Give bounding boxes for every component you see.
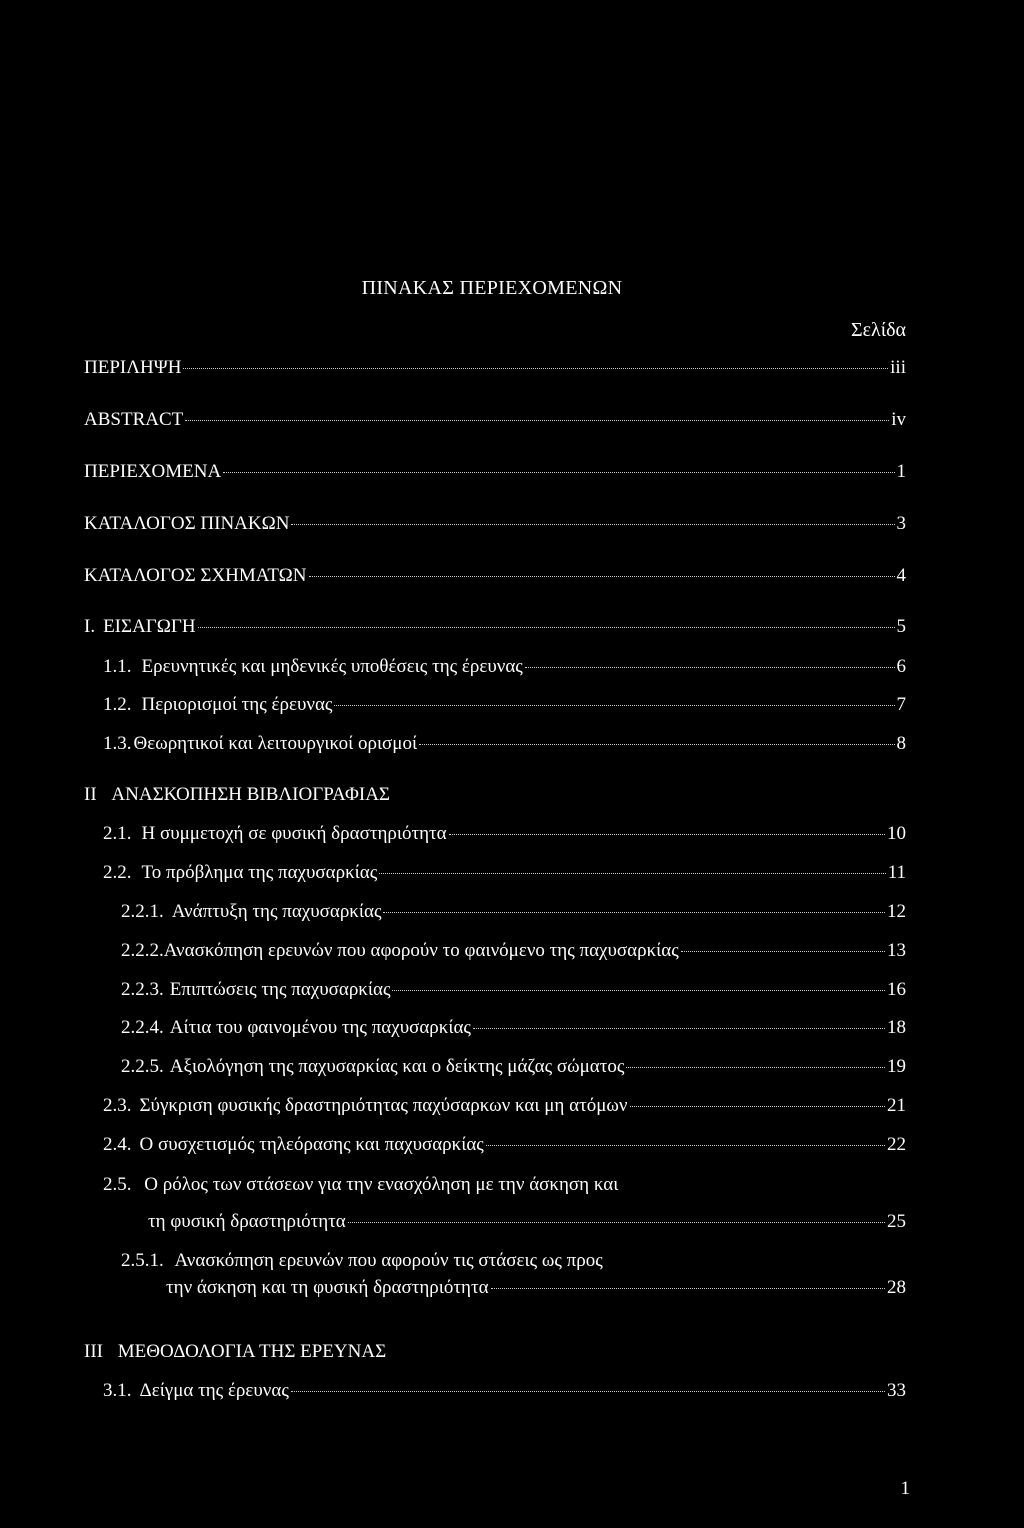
dot-leader xyxy=(486,1145,885,1146)
toc-title: ΠΙΝΑΚΑΣ ΠΕΡΙΕΧΟΜΕΝΩΝ xyxy=(361,277,623,299)
toc-entry-number: Ι. xyxy=(84,616,96,637)
toc-entry xyxy=(84,357,906,379)
dot-leader xyxy=(473,1028,885,1029)
toc-entry-number: 2.3. xyxy=(103,1095,132,1116)
toc-entry-page: 5 xyxy=(896,616,906,637)
toc-entry-label: ABSTRACT xyxy=(84,409,184,430)
toc-entry-label: ΑΝΑΣΚΟΠΗΣΗ ΒΙΒΛΙΟΓΡΑΦΙΑΣ xyxy=(111,784,390,805)
dot-leader xyxy=(291,524,894,525)
toc-entry-number: 2.2.1. xyxy=(121,901,164,922)
toc-entry-number: 2.2.4. xyxy=(121,1017,164,1038)
toc-entry xyxy=(121,940,906,962)
toc-entry-page: 16 xyxy=(887,979,906,1000)
dot-leader xyxy=(334,705,894,706)
dot-leader xyxy=(198,627,895,628)
toc-entry-label: Ανασκόπηση ερευνών που αφορούν το φαινόμενο της παχυσαρκίας xyxy=(163,940,679,961)
toc-entry-label: Αίτια του φαινομένου της παχυσαρκίας xyxy=(169,1017,471,1038)
toc-entry xyxy=(103,656,906,678)
toc-entry-number: 2.2.5. xyxy=(121,1056,164,1077)
toc-section-heading xyxy=(84,1341,386,1363)
toc-entry-number: 2.5.1. xyxy=(121,1250,164,1271)
toc-entry-number: 1.3. xyxy=(103,733,132,754)
toc-entry xyxy=(103,1095,906,1117)
toc-entry-page: iii xyxy=(890,357,906,378)
toc-entry-page: iv xyxy=(891,409,906,430)
toc-entry-number: 2.2. xyxy=(103,862,132,883)
toc-entry-number: 3.1. xyxy=(103,1380,132,1401)
toc-entry xyxy=(103,733,906,755)
toc-entry xyxy=(84,565,906,587)
toc-entry-page: 21 xyxy=(887,1095,906,1116)
toc-entry xyxy=(121,901,906,923)
toc-entry-label: ΠΕΡΙΛΗΨΗ xyxy=(84,357,182,378)
toc-entry-label: Ανασκόπηση ερευνών που αφορούν τις στάσεις ως προς xyxy=(174,1250,603,1271)
toc-entry-number: 1.1. xyxy=(103,656,132,677)
toc-entry-page: 13 xyxy=(887,940,906,961)
toc-section-heading xyxy=(84,784,390,806)
toc-entry-page: 1 xyxy=(896,461,906,482)
toc-entry-number: 2.2.2. xyxy=(121,940,164,961)
toc-entry xyxy=(166,1277,906,1299)
dot-leader xyxy=(291,1391,885,1392)
dot-leader xyxy=(419,744,894,745)
dot-leader xyxy=(525,667,895,668)
toc-entry-page: 11 xyxy=(887,862,906,883)
toc-entry-page: 3 xyxy=(896,513,906,534)
toc-entry-label: ΚΑΤΑΛΟΓΟΣ ΠΙΝΑΚΩΝ xyxy=(84,513,290,534)
toc-entry xyxy=(84,513,906,535)
dot-leader xyxy=(379,873,885,874)
toc-entry xyxy=(148,1211,906,1233)
toc-entry xyxy=(103,862,906,884)
toc-entry-label: Ερευνητικές και μηδενικές υποθέσεις της έρευνας xyxy=(141,656,523,677)
dot-leader xyxy=(449,834,885,835)
footer-page-number: 1 xyxy=(900,1478,910,1499)
toc-entry-page: 25 xyxy=(887,1211,906,1232)
toc-entry-label: ΕΙΣΑΓΩΓΗ xyxy=(103,616,196,637)
toc-entry-number: 2.5. xyxy=(103,1174,132,1195)
dot-leader xyxy=(223,472,894,473)
toc-entry-page: 8 xyxy=(896,733,906,754)
toc-entry xyxy=(121,1250,603,1272)
toc-entry-label: Περιορισμοί της έρευνας xyxy=(141,694,333,715)
toc-entry-label: Ο ρόλος των στάσεων για την ενασχόληση με την άσκηση και xyxy=(144,1174,619,1195)
toc-entry-label: Το πρόβλημα της παχυσαρκίας xyxy=(141,862,378,883)
toc-entry-page: 6 xyxy=(896,656,906,677)
toc-entry xyxy=(103,1174,618,1196)
toc-entry-label: Αξιολόγηση της παχυσαρκίας και ο δείκτης μάζας σώματος xyxy=(169,1056,625,1077)
dot-leader xyxy=(392,990,885,991)
toc-entry-page: 10 xyxy=(887,823,906,844)
toc-entry xyxy=(103,1134,906,1156)
toc-entry xyxy=(84,616,906,638)
toc-entry-page: 33 xyxy=(887,1380,906,1401)
dot-leader xyxy=(183,368,888,369)
toc-entry-page: 22 xyxy=(887,1134,906,1155)
toc-entry-label: Επιπτώσεις της παχυσαρκίας xyxy=(169,979,391,1000)
toc-entry xyxy=(103,694,906,716)
dot-leader xyxy=(630,1106,886,1107)
toc-entry-number: 2.4. xyxy=(103,1134,132,1155)
toc-entry xyxy=(121,1017,906,1039)
toc-entry-page: 7 xyxy=(896,694,906,715)
toc-entry-label: ΚΑΤΑΛΟΓΟΣ ΣΧΗΜΑΤΩΝ xyxy=(84,565,307,586)
toc-entry-label: Θεωρητικοί και λειτουργικοί ορισμοί xyxy=(133,733,418,754)
toc-entry-page: 19 xyxy=(887,1056,906,1077)
page-column-label: Σελίδα xyxy=(850,319,906,341)
toc-entry-label: Ο συσχετισμός τηλεόρασης και παχυσαρκίας xyxy=(139,1134,484,1155)
toc-entry-number: II xyxy=(84,784,97,805)
toc-entry-page: 18 xyxy=(887,1017,906,1038)
dot-leader xyxy=(681,951,885,952)
dot-leader xyxy=(491,1288,885,1289)
toc-entry-number: III xyxy=(84,1341,103,1362)
toc-entry xyxy=(84,461,906,483)
toc-entry-label: ΠΕΡΙΕΧΟΜΕΝΑ xyxy=(84,461,222,482)
toc-entry xyxy=(121,979,906,1001)
toc-entry-label: Η συμμετοχή σε φυσική δραστηριότητα xyxy=(141,823,447,844)
toc-entry-page: 4 xyxy=(896,565,906,586)
toc-entry-page: 12 xyxy=(887,901,906,922)
toc-entry-label: ΜΕΘΟΔΟΛΟΓΙΑ ΤΗΣ ΕΡΕΥΝΑΣ xyxy=(117,1341,387,1362)
dot-leader xyxy=(185,420,889,421)
dot-leader xyxy=(383,912,885,913)
toc-entry-label: την άσκηση και τη φυσική δραστηριότητα xyxy=(166,1277,489,1298)
toc-entry-number: 2.1. xyxy=(103,823,132,844)
dot-leader xyxy=(626,1067,885,1068)
toc-entry xyxy=(84,409,906,431)
toc-entry-number: 2.2.3. xyxy=(121,979,164,1000)
toc-entry-number: 1.2. xyxy=(103,694,132,715)
toc-entry-label: Ανάπτυξη της παχυσαρκίας xyxy=(171,901,382,922)
toc-entry-label: τη φυσική δραστηριότητα xyxy=(148,1211,346,1232)
toc-entry-label: Δείγμα της έρευνας xyxy=(139,1380,289,1401)
toc-entry xyxy=(121,1056,906,1078)
dot-leader xyxy=(348,1222,885,1223)
toc-entry xyxy=(103,1380,906,1402)
toc-entry-page: 28 xyxy=(887,1277,906,1298)
dot-leader xyxy=(309,576,895,577)
toc-entry xyxy=(103,823,906,845)
toc-entry-label: Σύγκριση φυσικής δραστηριότητας παχύσαρκων και μη ατόμων xyxy=(139,1095,628,1116)
